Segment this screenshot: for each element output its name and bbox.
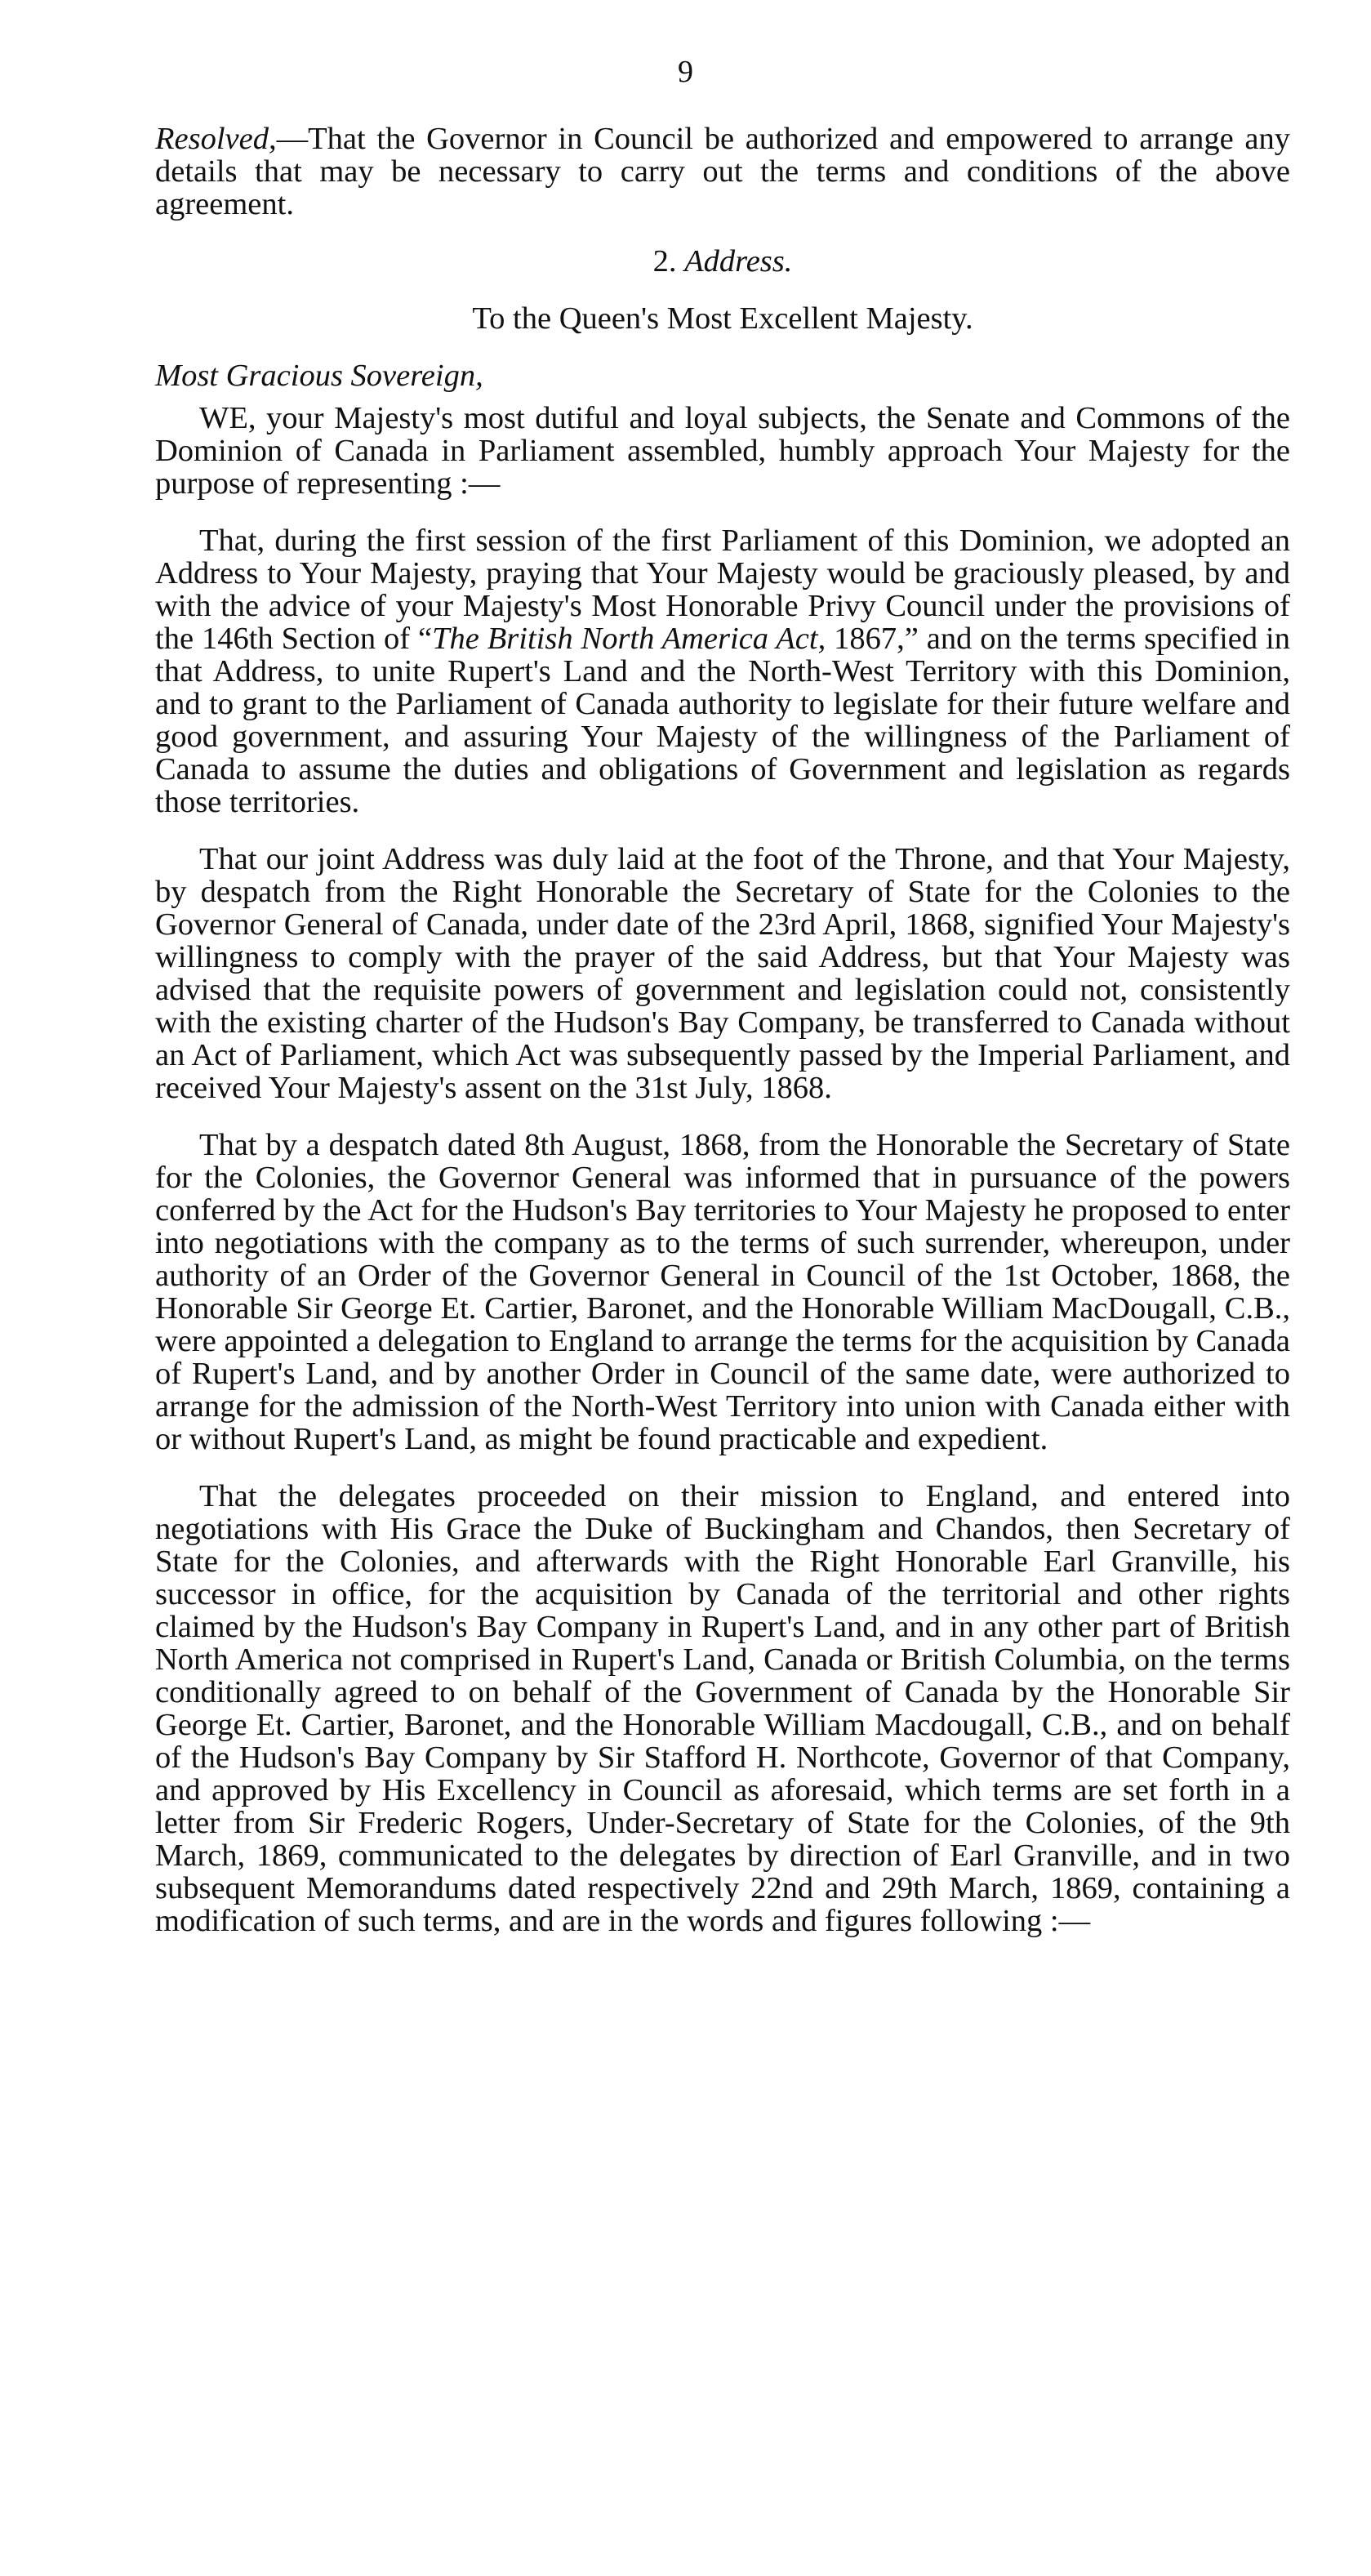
page-number: 9 <box>678 55 693 89</box>
paragraph-first-session-before: That, during the first session of the first Parliament of this Dominion, we adopted an Address to Your Majesty, praying that Your Majesty would be graciously pleased, by and with the advice of your Majesty's Most Honorable Privy Council under the provisions of the 146th Section of “ <box>155 524 1290 656</box>
paragraph-first-session <box>155 524 1290 818</box>
paragraph-joint-address: That our joint Address was duly laid at the foot of the Throne, and that Your Majesty, by despatch from the Right Honorable the Secretary of State for the Colonies to the Governor General of Canada, under date of the 23rd April, 1868, signified Your Majesty's willingness to comply with the prayer of the said Address, but that Your Majesty was advised that the requisite powers of government and legislation could not, consistently with the existing charter of the Hudson's Bay Company, be transferred to Canada without an Act of Parliament, which Act was subsequently passed by the Imperial Parliament, and received Your Majesty's assent on the 31st July, 1868. <box>155 842 1290 1105</box>
address-title: Address. <box>684 244 793 279</box>
address-recipient: To the Queen's Most Excellent Majesty. <box>472 301 973 336</box>
address-heading <box>155 245 1290 278</box>
document-body <box>155 123 1290 1941</box>
paragraph-despatch: That by a despatch dated 8th August, 1868, from the Honorable the Secretary of State for the Colonies, the Governor General was informed that in pursuance of the powers conferred by the Act for the Hudson's Bay territories to Your Majesty he proposed to enter into negotiations with the company as to the terms of such surrender, whereupon, under authority of an Order of the Governor General in Council of the 1st October, 1868, the Honorable Sir George Et. Cartier, Baronet, and the Honorable William MacDougall, C.B., were appointed a delegation to England to arrange the terms for the acquisition by Canada of Rupert's Land, and by another Order in Council of the same date, were authorized to arrange for the admission of the North-West Territory into union with Canada either with or without Rupert's Land, as might be found practicable and expedient. <box>155 1128 1290 1456</box>
resolution-text: —That the Governor in Council be authorized and empowered to arrange any details that may be necessary to carry out the terms and conditions of the above agreement. <box>155 122 1290 221</box>
address-number: 2. <box>652 244 677 279</box>
resolution-lead: Resolved, <box>155 122 277 156</box>
paragraph-first-session-after: 1867,” and on the terms specified in that Address, to unite Rupert's Land and the North-West Territory with this Dominion, and to grant to the Parliament of Canada authority to legislate for their future welfare and good government, and assuring Your Majesty of the willingness of the Parliament of Canada to assume the duties and obligations of Government and legislation as regards those territories. <box>155 622 1291 819</box>
paragraph-delegates: That the delegates proceeded on their mission to England, and entered into negotiations with His Grace the Duke of Buckingham and Chandos, then Secretary of State for the Colonies, and afterwards with the Right Honorable Earl Granville, his successor in office, for the acquisition by Canada of the territorial and other rights claimed by the Hudson's Bay Company in Rupert's Land, and in any other part of British North America not comprised in Rupert's Land, Canada or British Columbia, on the terms conditionally agreed to on behalf of the Government of Canada by the Honorable Sir George Et. Cartier, Baronet, and the Honorable William Macdougall, C.B., and on behalf of the Hudson's Bay Company by Sir Stafford H. Northcote, Governor of that Company, and approved by His Excellency in Council as aforesaid, which terms are set forth in a letter from Sir Frederic Rogers, Under-Secretary of State for the Colonies, of the 9th March, 1869, communicated to the delegates by direction of Earl Granville, and in two subsequent Memorandums dated respectively 22nd and 29th March, 1869, containing a modification of such terms, and are in the words and figures following :— <box>155 1479 1290 1938</box>
resolution-paragraph <box>155 123 1290 221</box>
opening-paragraph: WE, your Majesty's most dutiful and loyal subjects, the Senate and Commons of the Dominion of Canada in Parliament assembled, humbly approach Your Majesty for the purpose of representing :— <box>155 401 1290 501</box>
salutation: Most Gracious Sovereign, <box>155 359 483 393</box>
act-title: The British North America Act, <box>432 622 826 656</box>
